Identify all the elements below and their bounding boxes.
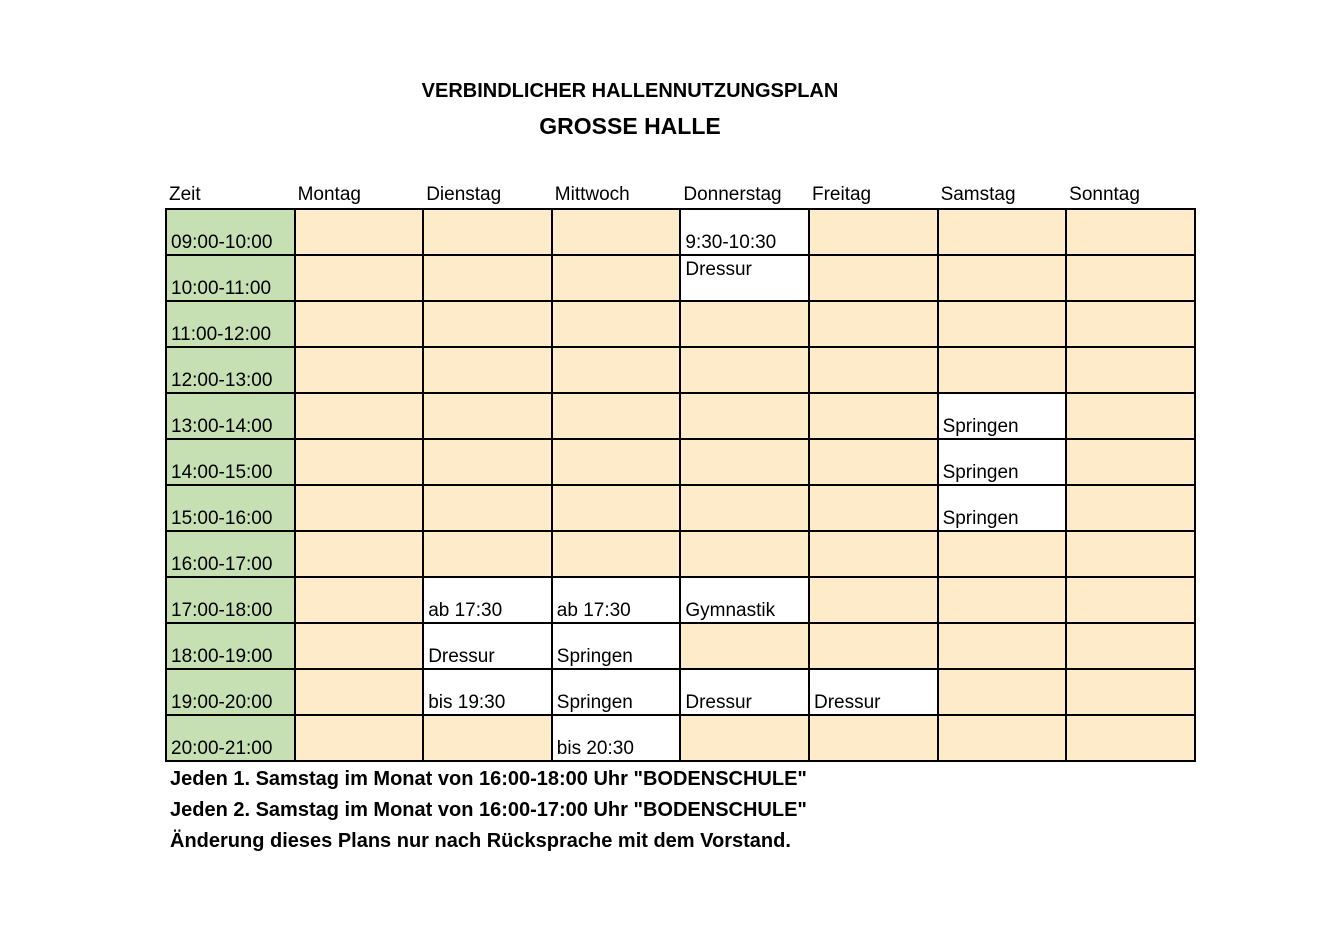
slot-cell-dienstag: Dressur (423, 623, 552, 669)
slot-cell-freitag (809, 347, 938, 393)
time-cell: 20:00-21:00 (166, 715, 295, 761)
slot-cell-donnerstag (680, 347, 809, 393)
slot-cell-freitag (809, 209, 938, 255)
slot-cell-samstag (938, 577, 1067, 623)
slot-cell-freitag (809, 485, 938, 531)
slot-cell-mittwoch: ab 17:30 (552, 577, 681, 623)
slot-cell-mittwoch (552, 255, 681, 301)
slot-cell-samstag (938, 209, 1067, 255)
slot-cell-freitag (809, 577, 938, 623)
slot-cell-mittwoch: Springen (552, 623, 681, 669)
slot-cell-samstag (938, 255, 1067, 301)
slot-cell-samstag: Springen (938, 393, 1067, 439)
slot-cell-donnerstag (680, 301, 809, 347)
slot-cell-freitag: Dressur (809, 669, 938, 715)
slot-cell-montag (295, 623, 424, 669)
slot-cell-mittwoch (552, 393, 681, 439)
time-cell: 12:00-13:00 (166, 347, 295, 393)
slot-cell-sonntag (1066, 485, 1195, 531)
slot-cell-dienstag (423, 393, 552, 439)
header-mittwoch: Mittwoch (554, 184, 630, 205)
time-cell: 17:00-18:00 (166, 577, 295, 623)
slot-cell-mittwoch (552, 301, 681, 347)
note-1: Jeden 1. Samstag im Monat von 16:00-18:00 Uhr "BODENSCHULE" (170, 768, 807, 790)
table-row (166, 439, 1195, 485)
slot-cell-dienstag (423, 255, 552, 301)
slot-cell-montag (295, 255, 424, 301)
slot-cell-freitag (809, 301, 938, 347)
slot-cell-montag (295, 301, 424, 347)
table-row (166, 347, 1195, 393)
note-2: Jeden 2. Samstag im Monat von 16:00-17:00 Uhr "BODENSCHULE" (170, 799, 807, 821)
slot-cell-donnerstag (680, 715, 809, 761)
header-montag: Montag (297, 184, 361, 205)
notes (170, 764, 807, 857)
slot-cell-dienstag (423, 485, 552, 531)
slot-cell-dienstag (423, 301, 552, 347)
slot-cell-samstag (938, 531, 1067, 577)
slot-cell-freitag (809, 715, 938, 761)
table-row (166, 623, 1195, 669)
header-sonntag: Sonntag (1069, 184, 1140, 205)
slot-cell-mittwoch (552, 485, 681, 531)
slot-cell-mittwoch: Springen (552, 669, 681, 715)
slot-cell-mittwoch (552, 439, 681, 485)
slot-cell-sonntag (1066, 715, 1195, 761)
slot-cell-samstag: Springen (938, 439, 1067, 485)
slot-cell-dienstag (423, 347, 552, 393)
slot-cell-montag (295, 531, 424, 577)
slot-cell-mittwoch: bis 20:30 (552, 715, 681, 761)
slot-cell-samstag (938, 669, 1067, 715)
note-3: Änderung dieses Plans nur nach Rücksprache mit dem Vorstand. (170, 830, 791, 852)
slot-cell-mittwoch (552, 531, 681, 577)
slot-cell-dienstag (423, 531, 552, 577)
table-row (166, 577, 1195, 623)
time-cell: 16:00-17:00 (166, 531, 295, 577)
time-cell: 14:00-15:00 (166, 439, 295, 485)
time-cell: 19:00-20:00 (166, 669, 295, 715)
header-freitag: Freitag (811, 184, 872, 205)
slot-cell-dienstag (423, 715, 552, 761)
slot-cell-freitag (809, 531, 938, 577)
plan-title: VERBINDLICHER HALLENNUTZUNGSPLAN (421, 80, 839, 102)
slot-cell-sonntag (1066, 531, 1195, 577)
header-donnerstag: Donnerstag (683, 184, 782, 205)
slot-cell-montag (295, 393, 424, 439)
slot-cell-sonntag (1066, 439, 1195, 485)
hall-subtitle: GROSSE HALLE (539, 113, 721, 139)
slot-cell-donnerstag (680, 439, 809, 485)
table-row (166, 255, 1195, 301)
table-row (166, 715, 1195, 761)
slot-cell-freitag (809, 623, 938, 669)
slot-cell-montag (295, 715, 424, 761)
header-samstag: Samstag (940, 184, 1016, 205)
slot-cell-sonntag (1066, 669, 1195, 715)
schedule-table (165, 208, 1196, 762)
slot-cell-donnerstag (680, 485, 809, 531)
table-row (166, 209, 1195, 255)
slot-cell-donnerstag: Dressur (680, 255, 809, 301)
slot-cell-samstag (938, 347, 1067, 393)
slot-cell-dienstag: ab 17:30 (423, 577, 552, 623)
table-row (166, 301, 1195, 347)
slot-cell-mittwoch (552, 347, 681, 393)
slot-cell-samstag (938, 623, 1067, 669)
header-zeit: Zeit (169, 184, 201, 205)
slot-cell-montag (295, 347, 424, 393)
slot-cell-donnerstag: 9:30-10:30 (680, 209, 809, 255)
slot-cell-sonntag (1066, 209, 1195, 255)
slot-cell-samstag: Springen (938, 485, 1067, 531)
slot-cell-dienstag: bis 19:30 (423, 669, 552, 715)
slot-cell-donnerstag: Gymnastik (680, 577, 809, 623)
table-row (166, 485, 1195, 531)
header-dienstag: Dienstag (426, 184, 502, 205)
slot-cell-freitag (809, 255, 938, 301)
slot-cell-montag (295, 209, 424, 255)
time-cell: 15:00-16:00 (166, 485, 295, 531)
slot-cell-donnerstag (680, 393, 809, 439)
slot-cell-montag (295, 439, 424, 485)
column-header-row (165, 184, 1194, 206)
slot-cell-sonntag (1066, 577, 1195, 623)
slot-cell-sonntag (1066, 393, 1195, 439)
table-row (166, 669, 1195, 715)
slot-cell-sonntag (1066, 347, 1195, 393)
slot-cell-dienstag (423, 209, 552, 255)
slot-cell-freitag (809, 393, 938, 439)
slot-cell-donnerstag: Dressur (680, 669, 809, 715)
slot-cell-montag (295, 485, 424, 531)
slot-cell-sonntag (1066, 255, 1195, 301)
time-cell: 11:00-12:00 (166, 301, 295, 347)
time-cell: 10:00-11:00 (166, 255, 295, 301)
time-cell: 13:00-14:00 (166, 393, 295, 439)
slot-cell-montag (295, 669, 424, 715)
slot-cell-freitag (809, 439, 938, 485)
time-cell: 18:00-19:00 (166, 623, 295, 669)
slot-cell-samstag (938, 715, 1067, 761)
table-row (166, 531, 1195, 577)
slot-cell-mittwoch (552, 209, 681, 255)
slot-cell-donnerstag (680, 531, 809, 577)
time-cell: 09:00-10:00 (166, 209, 295, 255)
slot-cell-sonntag (1066, 301, 1195, 347)
slot-cell-dienstag (423, 439, 552, 485)
slot-cell-montag (295, 577, 424, 623)
slot-cell-donnerstag (680, 623, 809, 669)
slot-cell-samstag (938, 301, 1067, 347)
table-row (166, 393, 1195, 439)
slot-cell-sonntag (1066, 623, 1195, 669)
